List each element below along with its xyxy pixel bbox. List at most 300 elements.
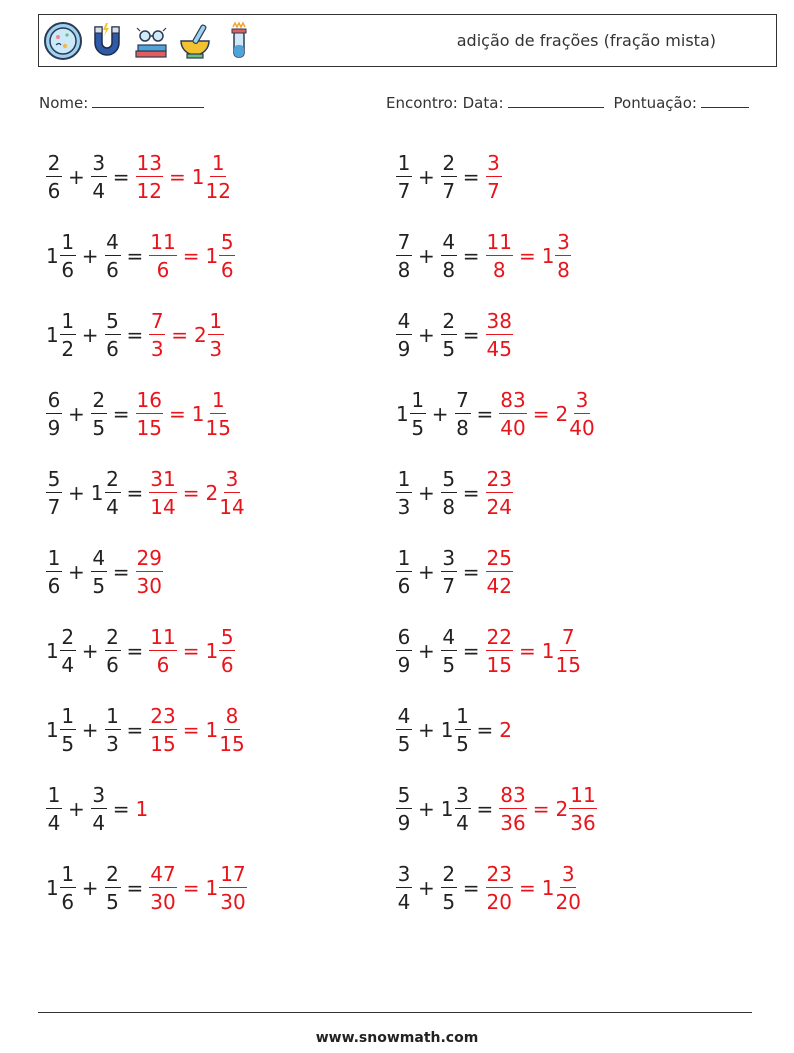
whole-part: 1 bbox=[90, 481, 104, 505]
problem-row bbox=[46, 619, 235, 683]
denominator: 9 bbox=[397, 811, 411, 835]
denominator: 24 bbox=[486, 495, 512, 519]
equals-sign: = bbox=[462, 639, 480, 663]
mixed-number bbox=[136, 153, 163, 201]
denominator: 15 bbox=[136, 416, 162, 440]
fraction bbox=[486, 469, 513, 517]
denominator: 3 bbox=[209, 337, 223, 361]
denominator: 4 bbox=[106, 495, 119, 519]
numerator: 1 bbox=[456, 704, 469, 728]
denominator: 7 bbox=[442, 179, 456, 203]
mixed-number bbox=[499, 785, 526, 833]
equals-sign: = bbox=[532, 402, 550, 426]
date-blank[interactable] bbox=[508, 93, 604, 108]
problem-row bbox=[396, 224, 571, 288]
fraction bbox=[105, 311, 121, 359]
problem-row bbox=[46, 224, 235, 288]
denominator: 15 bbox=[205, 416, 231, 440]
plus-sign: + bbox=[81, 876, 99, 900]
numerator: 5 bbox=[106, 309, 119, 333]
whole-part: 2 bbox=[499, 718, 512, 742]
denominator: 5 bbox=[442, 337, 456, 361]
fraction bbox=[136, 548, 163, 596]
numerator: 11 bbox=[150, 625, 176, 649]
answer bbox=[486, 469, 513, 517]
fraction bbox=[136, 390, 163, 438]
magnet-icon bbox=[87, 21, 127, 61]
numerator: 6 bbox=[397, 625, 411, 649]
answer bbox=[136, 390, 231, 438]
test-tube-icon bbox=[219, 21, 259, 61]
numerator: 29 bbox=[136, 546, 162, 570]
answer bbox=[499, 785, 596, 833]
denominator: 40 bbox=[569, 416, 595, 440]
problem-row bbox=[46, 540, 163, 604]
numerator: 11 bbox=[570, 783, 596, 807]
mixed-number bbox=[555, 390, 594, 438]
answer bbox=[486, 627, 581, 675]
mixed-number bbox=[192, 153, 231, 201]
mixed-number bbox=[205, 864, 246, 912]
mixed-number bbox=[555, 785, 596, 833]
mixed-number bbox=[149, 232, 176, 280]
denominator: 6 bbox=[47, 574, 61, 598]
equals-sign: = bbox=[462, 165, 480, 189]
answer bbox=[486, 153, 502, 201]
numerator: 4 bbox=[442, 230, 456, 254]
denominator: 5 bbox=[397, 732, 411, 756]
equals-sign: = bbox=[126, 876, 144, 900]
sheet-title: adição de frações (fração mista) bbox=[456, 31, 716, 50]
plus-sign: + bbox=[418, 876, 435, 900]
denominator: 7 bbox=[397, 179, 411, 203]
denominator: 3 bbox=[106, 732, 119, 756]
denominator: 4 bbox=[47, 811, 61, 835]
numerator: 25 bbox=[486, 546, 512, 570]
numerator: 1 bbox=[411, 388, 425, 412]
numerator: 2 bbox=[61, 625, 75, 649]
denominator: 7 bbox=[47, 495, 61, 519]
equals-sign: = bbox=[112, 560, 130, 584]
denominator: 8 bbox=[492, 258, 506, 282]
plus-sign: + bbox=[81, 244, 99, 268]
equals-sign: = bbox=[182, 718, 200, 742]
equals-sign: = bbox=[462, 244, 480, 268]
plus-sign: + bbox=[81, 718, 99, 742]
plus-sign: + bbox=[418, 718, 435, 742]
numerator: 83 bbox=[500, 783, 526, 807]
answer bbox=[486, 548, 513, 596]
mixed-number bbox=[542, 627, 581, 675]
answer bbox=[149, 469, 244, 517]
name-blank[interactable] bbox=[92, 93, 204, 108]
equals-sign: = bbox=[112, 165, 130, 189]
numerator: 2 bbox=[442, 151, 456, 175]
mixed-number bbox=[105, 627, 121, 675]
numerator: 1 bbox=[61, 230, 75, 254]
fraction bbox=[219, 706, 244, 754]
fraction bbox=[60, 232, 76, 280]
whole-part: 1 bbox=[541, 244, 555, 268]
problem-row bbox=[396, 145, 502, 209]
fraction bbox=[91, 390, 107, 438]
denominator: 6 bbox=[220, 653, 234, 677]
mixed-number bbox=[136, 797, 150, 821]
mixed-number bbox=[441, 548, 457, 596]
fraction bbox=[499, 390, 526, 438]
plus-sign: + bbox=[418, 797, 435, 821]
mixed-number bbox=[441, 627, 457, 675]
whole-part: 1 bbox=[396, 402, 409, 426]
fraction bbox=[136, 153, 163, 201]
denominator: 6 bbox=[156, 653, 170, 677]
fraction bbox=[396, 153, 412, 201]
numerator: 2 bbox=[106, 625, 119, 649]
denominator: 5 bbox=[61, 732, 75, 756]
equals-sign: = bbox=[168, 165, 186, 189]
denominator: 45 bbox=[486, 337, 512, 361]
mixed-number bbox=[486, 627, 513, 675]
equals-sign: = bbox=[462, 323, 480, 347]
denominator: 2 bbox=[61, 337, 75, 361]
denominator: 8 bbox=[456, 416, 469, 440]
fraction bbox=[441, 469, 457, 517]
mixed-number bbox=[91, 390, 107, 438]
denominator: 20 bbox=[555, 890, 581, 914]
whole-part: 2 bbox=[194, 323, 207, 347]
denominator: 9 bbox=[47, 416, 61, 440]
denominator: 3 bbox=[150, 337, 164, 361]
mixed-number bbox=[205, 469, 244, 517]
equals-sign: = bbox=[112, 797, 130, 821]
fraction bbox=[60, 706, 76, 754]
plus-sign: + bbox=[81, 639, 99, 663]
mixed-number bbox=[396, 311, 412, 359]
problem-row bbox=[46, 382, 231, 446]
mixed-number bbox=[46, 548, 62, 596]
score-blank[interactable] bbox=[701, 93, 749, 108]
fraction bbox=[455, 706, 471, 754]
answer bbox=[499, 390, 594, 438]
footer-divider bbox=[38, 1012, 752, 1013]
denominator: 9 bbox=[397, 653, 411, 677]
whole-part: 1 bbox=[541, 639, 555, 663]
mixed-number bbox=[46, 627, 76, 675]
problem-row bbox=[46, 145, 231, 209]
whole-part: 1 bbox=[46, 876, 59, 900]
answer bbox=[136, 153, 231, 201]
numerator: 2 bbox=[106, 467, 119, 491]
numerator: 3 bbox=[92, 783, 106, 807]
equals-sign: = bbox=[126, 481, 144, 505]
header-icons bbox=[43, 21, 259, 61]
answer bbox=[486, 864, 581, 912]
whole-part: 1 bbox=[191, 165, 205, 189]
mixed-number bbox=[396, 785, 412, 833]
mixed-number bbox=[396, 548, 412, 596]
denominator: 15 bbox=[219, 732, 245, 756]
mixed-number bbox=[396, 706, 412, 754]
plus-sign: + bbox=[68, 481, 85, 505]
fraction bbox=[441, 232, 457, 280]
answer bbox=[136, 797, 150, 821]
whole-part: 1 bbox=[205, 639, 219, 663]
denominator: 5 bbox=[411, 416, 425, 440]
numerator: 16 bbox=[136, 388, 162, 412]
fraction bbox=[486, 311, 513, 359]
fraction bbox=[486, 153, 502, 201]
whole-part: 1 bbox=[205, 876, 219, 900]
denominator: 4 bbox=[456, 811, 469, 835]
denominator: 6 bbox=[397, 574, 411, 598]
answer bbox=[486, 232, 572, 280]
mixed-number bbox=[192, 390, 231, 438]
numerator: 1 bbox=[209, 309, 223, 333]
whole-part: 2 bbox=[555, 402, 569, 426]
plus-sign: + bbox=[68, 560, 85, 584]
mixed-number bbox=[149, 706, 176, 754]
mixed-number bbox=[441, 469, 457, 517]
mixed-number bbox=[105, 706, 121, 754]
equals-sign: = bbox=[518, 876, 536, 900]
numerator: 3 bbox=[561, 862, 575, 886]
denominator: 14 bbox=[219, 495, 245, 519]
whole-part: 1 bbox=[46, 323, 59, 347]
mixed-number bbox=[486, 548, 513, 596]
denominator: 6 bbox=[156, 258, 170, 282]
mixed-number bbox=[205, 232, 235, 280]
denominator: 4 bbox=[61, 653, 75, 677]
fraction bbox=[91, 785, 107, 833]
fraction bbox=[149, 627, 176, 675]
mixed-number bbox=[149, 627, 176, 675]
plus-sign: + bbox=[431, 402, 449, 426]
mixed-number bbox=[396, 627, 412, 675]
mixed-number bbox=[91, 785, 107, 833]
fraction bbox=[569, 785, 596, 833]
answer bbox=[486, 311, 513, 359]
mixed-number bbox=[149, 469, 176, 517]
fraction bbox=[396, 627, 412, 675]
mixed-number bbox=[486, 864, 513, 912]
equals-sign: = bbox=[126, 639, 144, 663]
answer bbox=[149, 232, 235, 280]
problem-row bbox=[396, 461, 513, 525]
name-field[interactable] bbox=[39, 93, 204, 112]
mixed-number bbox=[205, 627, 235, 675]
mixed-number bbox=[46, 153, 62, 201]
mixed-number bbox=[499, 390, 526, 438]
fraction bbox=[105, 864, 121, 912]
answer bbox=[149, 627, 235, 675]
fraction bbox=[149, 232, 176, 280]
fraction bbox=[441, 153, 457, 201]
whole-part: 2 bbox=[205, 481, 219, 505]
fraction bbox=[105, 232, 121, 280]
equals-sign: = bbox=[126, 244, 144, 268]
numerator: 1 bbox=[61, 862, 75, 886]
numerator: 1 bbox=[397, 546, 411, 570]
mixed-number bbox=[396, 390, 426, 438]
fraction bbox=[149, 864, 176, 912]
numerator: 11 bbox=[486, 230, 512, 254]
books-glasses-icon bbox=[131, 21, 171, 61]
equals-sign: = bbox=[126, 718, 144, 742]
whole-part: 1 bbox=[440, 797, 454, 821]
numerator: 2 bbox=[106, 862, 119, 886]
answer bbox=[499, 718, 513, 742]
mixed-number bbox=[396, 153, 412, 201]
numerator: 1 bbox=[211, 388, 225, 412]
fraction bbox=[105, 469, 121, 517]
problem-row bbox=[396, 303, 513, 367]
numerator: 8 bbox=[225, 704, 239, 728]
equals-sign: = bbox=[462, 876, 480, 900]
mortar-pestle-icon bbox=[175, 21, 215, 61]
mixed-number bbox=[205, 706, 244, 754]
fraction bbox=[46, 548, 62, 596]
mixed-number bbox=[105, 864, 121, 912]
fraction bbox=[441, 864, 457, 912]
equals-sign: = bbox=[182, 481, 200, 505]
denominator: 14 bbox=[150, 495, 176, 519]
numerator: 5 bbox=[397, 783, 411, 807]
fraction bbox=[149, 469, 176, 517]
numerator: 1 bbox=[61, 704, 75, 728]
numerator: 3 bbox=[92, 151, 106, 175]
equals-sign: = bbox=[518, 639, 536, 663]
problem-row bbox=[46, 698, 245, 762]
numerator: 5 bbox=[442, 467, 456, 491]
equals-sign: = bbox=[476, 402, 494, 426]
whole-part: 1 bbox=[46, 718, 59, 742]
denominator: 15 bbox=[486, 653, 512, 677]
denominator: 36 bbox=[500, 811, 526, 835]
mixed-number bbox=[441, 153, 457, 201]
whole-part: 1 bbox=[541, 876, 555, 900]
numerator: 3 bbox=[456, 783, 469, 807]
plus-sign: + bbox=[418, 481, 435, 505]
fraction bbox=[396, 864, 412, 912]
whole-part: 1 bbox=[440, 718, 454, 742]
numerator: 4 bbox=[106, 230, 119, 254]
fraction bbox=[91, 153, 107, 201]
equals-sign: = bbox=[476, 797, 494, 821]
equals-sign: = bbox=[171, 323, 189, 347]
denominator: 42 bbox=[486, 574, 512, 598]
denominator: 30 bbox=[150, 890, 176, 914]
fraction bbox=[455, 390, 471, 438]
numerator: 4 bbox=[92, 546, 106, 570]
mixed-number bbox=[91, 153, 107, 201]
denominator: 15 bbox=[555, 653, 581, 677]
mixed-number bbox=[136, 548, 163, 596]
fraction bbox=[396, 548, 412, 596]
problem-row bbox=[396, 698, 513, 762]
denominator: 6 bbox=[106, 653, 119, 677]
fraction bbox=[46, 469, 62, 517]
mixed-number bbox=[486, 153, 502, 201]
whole-part: 1 bbox=[205, 718, 219, 742]
numerator: 3 bbox=[397, 862, 411, 886]
problem-row bbox=[396, 382, 595, 446]
fraction bbox=[396, 706, 412, 754]
denominator: 6 bbox=[106, 337, 119, 361]
whole-part: 2 bbox=[555, 797, 569, 821]
fraction bbox=[46, 785, 62, 833]
fraction bbox=[486, 864, 513, 912]
denominator: 30 bbox=[220, 890, 246, 914]
name-label: Nome: bbox=[39, 94, 89, 112]
fraction bbox=[91, 548, 107, 596]
fraction bbox=[396, 469, 412, 517]
header-box bbox=[38, 14, 777, 67]
mixed-number bbox=[396, 232, 412, 280]
numerator: 13 bbox=[136, 151, 162, 175]
mixed-number bbox=[441, 785, 471, 833]
problem-row bbox=[46, 303, 224, 367]
numerator: 1 bbox=[61, 309, 75, 333]
denominator: 4 bbox=[92, 811, 106, 835]
fraction bbox=[60, 311, 76, 359]
mixed-number bbox=[486, 311, 513, 359]
denominator: 6 bbox=[61, 890, 75, 914]
numerator: 7 bbox=[561, 625, 575, 649]
denominator: 12 bbox=[136, 179, 162, 203]
mixed-number bbox=[105, 232, 121, 280]
mixed-number bbox=[91, 548, 107, 596]
fraction bbox=[149, 706, 176, 754]
numerator: 3 bbox=[557, 230, 570, 254]
numerator: 7 bbox=[150, 309, 164, 333]
fraction bbox=[499, 785, 526, 833]
fraction bbox=[441, 548, 457, 596]
problem-row bbox=[396, 619, 581, 683]
mixed-number bbox=[486, 232, 513, 280]
meeting-field[interactable] bbox=[386, 93, 749, 112]
denominator: 8 bbox=[397, 258, 411, 282]
mixed-number bbox=[396, 864, 412, 912]
mixed-number bbox=[441, 232, 457, 280]
fraction bbox=[569, 390, 594, 438]
equals-sign: = bbox=[168, 402, 186, 426]
fraction bbox=[555, 627, 580, 675]
numerator: 7 bbox=[456, 388, 469, 412]
mixed-number bbox=[441, 311, 457, 359]
mixed-number bbox=[499, 718, 513, 742]
numerator: 11 bbox=[150, 230, 176, 254]
answer bbox=[149, 311, 224, 359]
numerator: 4 bbox=[442, 625, 456, 649]
denominator: 4 bbox=[397, 890, 411, 914]
plus-sign: + bbox=[81, 323, 99, 347]
numerator: 23 bbox=[486, 467, 512, 491]
numerator: 4 bbox=[397, 704, 411, 728]
denominator: 6 bbox=[220, 258, 234, 282]
mixed-number bbox=[441, 864, 457, 912]
numerator: 1 bbox=[106, 704, 119, 728]
plus-sign: + bbox=[418, 323, 435, 347]
numerator: 3 bbox=[575, 388, 589, 412]
numerator: 2 bbox=[92, 388, 106, 412]
mixed-number bbox=[455, 390, 471, 438]
equals-sign: = bbox=[182, 244, 200, 268]
whole-part: 1 bbox=[46, 244, 59, 268]
fraction bbox=[486, 232, 513, 280]
fraction bbox=[396, 311, 412, 359]
denominator: 9 bbox=[397, 337, 411, 361]
mixed-number bbox=[486, 469, 513, 517]
